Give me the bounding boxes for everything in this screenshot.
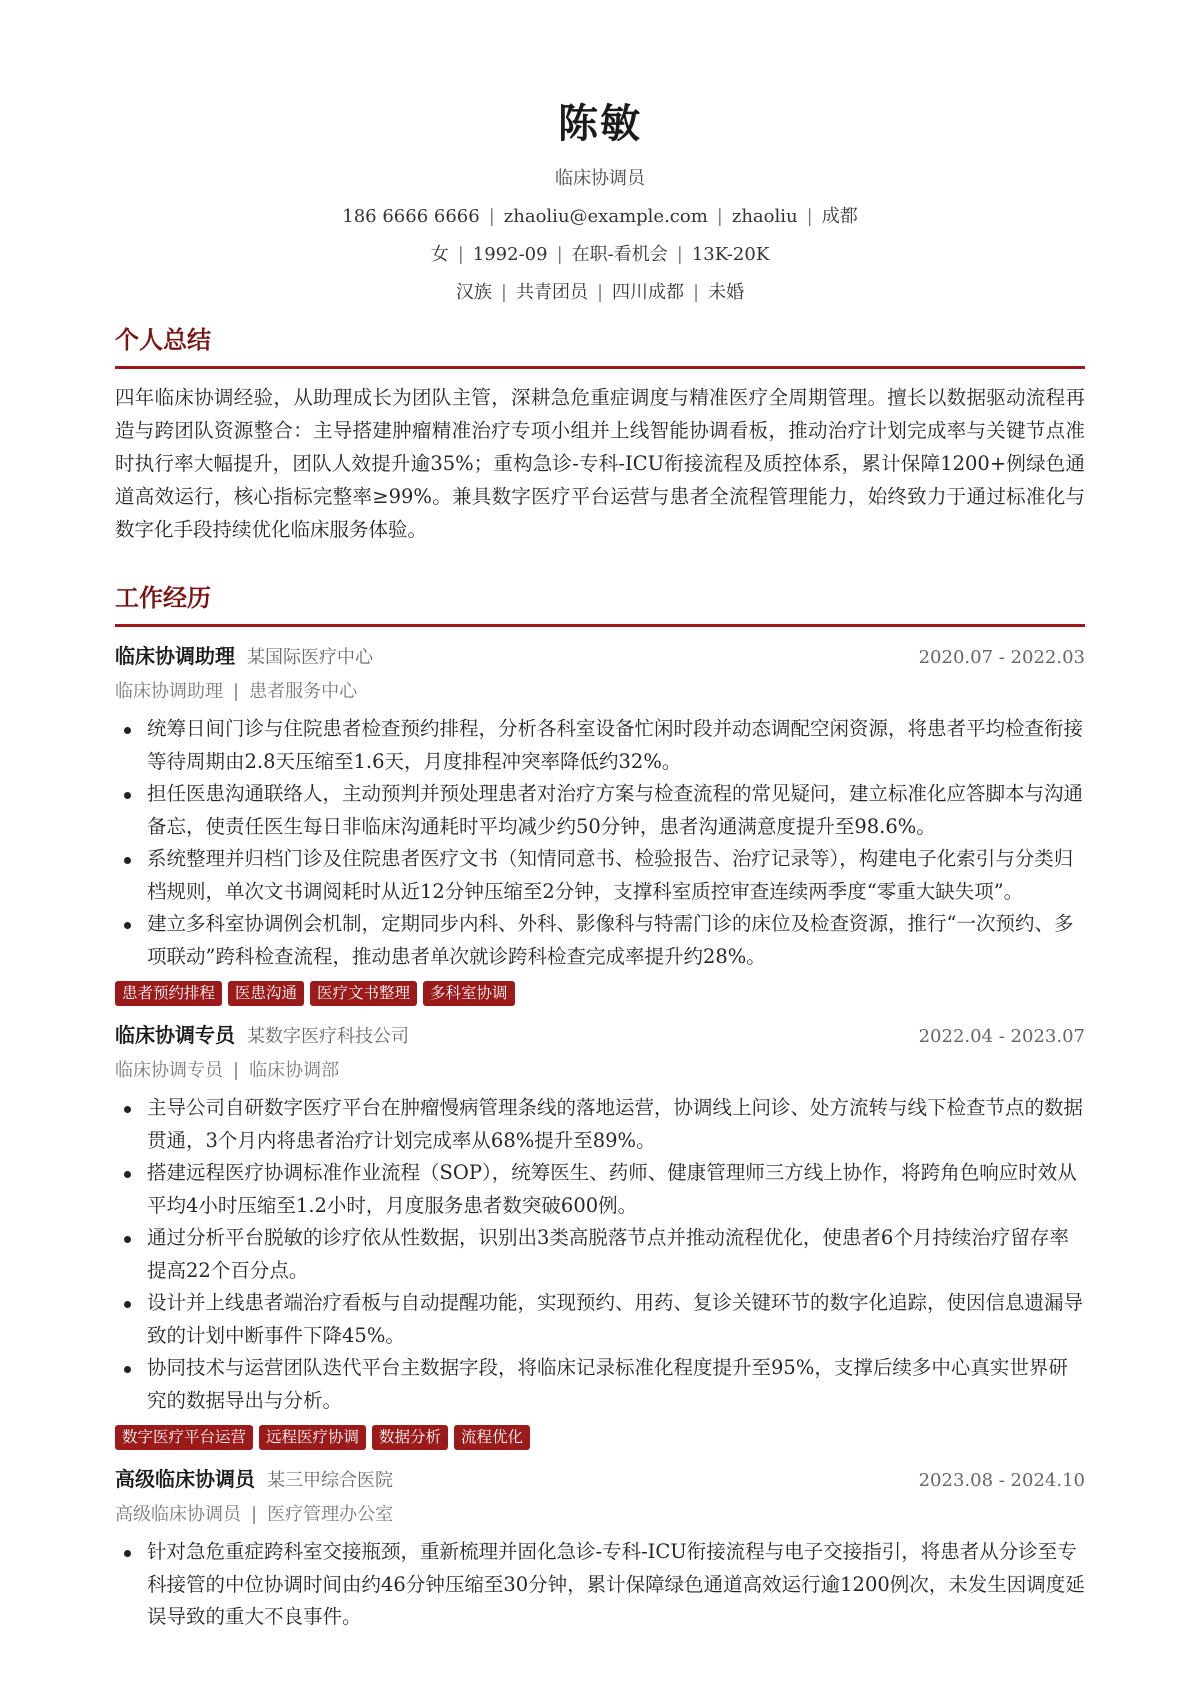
job-company: 某三甲综合医院 <box>267 1470 393 1491</box>
job-date: 2020.07 - 2022.03 <box>918 647 1085 668</box>
summary-text: 四年临床协调经验，从助理成长为团队主管，深耕急危重症调度与精准医疗全周期管理。擅长以数据驱动流程再造与跨团队资源整合：主导搭建肿瘤精准治疗专项小组并上线智能协调看板，推动治疗计划完成率与关键节点准时执行率大幅提升，团队人效提升逾35%；重构急诊-专科-ICU衔接流程及质控体系，累计保障1200+例绿色通道高效运行，核心指标完整率≥99%。兼具数字医疗平台运营与患者全流程管理能力，始终致力于通过标准化与数字化手段持续优化临床服务体验。 <box>115 386 1085 541</box>
job-role: 高级临床协调员 <box>115 1467 255 1491</box>
separator: | <box>500 282 507 303</box>
job-bullets <box>115 713 1085 973</box>
gender: 女 <box>430 244 449 265</box>
job-bullet: 系统整理并归档门诊及住院患者医疗文书（知情同意书、检验报告、治疗记录等），构建电子化索引与分类归档规则，单次文书调阅耗时从近12分钟压缩至2分钟，支撑科室质控审查连续两季度“零重大缺失项”。 <box>115 843 1085 908</box>
separator: | <box>488 206 495 227</box>
job-title-group <box>115 1464 393 1496</box>
wechat: zhaoliu <box>731 206 798 227</box>
job-bullet: 统筹日间门诊与住院患者检查预约排程，分析各科室设备忙闲时段并动态调配空闲资源，将患者平均检查衔接等待周期由2.8天压缩至1.6天，月度排程冲突率降低约32%。 <box>115 713 1085 778</box>
phone: 186 6666 6666 <box>342 206 480 227</box>
job-bullet: 通过分析平台脱敏的诊疗依从性数据，识别出3类高脱落节点并推动流程优化，使患者6个月持续治疗留存率提高22个百分点。 <box>115 1222 1085 1287</box>
job-header <box>115 1464 1085 1496</box>
job-bullets <box>115 1536 1085 1634</box>
separator: | <box>457 244 464 265</box>
job-bullet: 担任医患沟通联络人，主动预判并预处理患者对治疗方案与检查流程的常见疑问，建立标准化应答脚本与沟通备忘，使责任医生每日非临床沟通耗时平均减少约50分钟，患者沟通满意度提升至98.6%。 <box>115 778 1085 843</box>
resume-header <box>115 0 1085 306</box>
skill-tag: 医患沟通 <box>228 981 304 1006</box>
skill-tag: 数据分析 <box>372 1425 448 1450</box>
candidate-name: 陈敏 <box>558 100 642 147</box>
separator: | <box>806 206 813 227</box>
job-position: 临床协调专员 <box>115 1060 223 1081</box>
experience-heading: 工作经历 <box>115 582 1085 627</box>
candidate-title: 临床协调员 <box>555 168 645 189</box>
job-date: 2022.04 - 2023.07 <box>918 1026 1085 1047</box>
job-bullet: 建立多科室协调例会机制，定期同步内科、外科、影像科与特需门诊的床位及检查资源，推行“一次预约、多项联动”跨科检查流程，推动患者单次就诊跨科检查完成率提升约28%。 <box>115 908 1085 973</box>
basic-info-row <box>115 242 1085 268</box>
separator: | <box>596 282 604 303</box>
contact-row <box>115 204 1085 230</box>
expected-salary: 13K-20K <box>691 244 770 265</box>
separator: | <box>716 206 723 227</box>
job-bullets <box>115 1092 1085 1417</box>
marital-status: 未婚 <box>708 282 745 303</box>
job-company: 某数字医疗科技公司 <box>247 1026 409 1047</box>
job-position: 高级临床协调员 <box>115 1504 241 1525</box>
skill-tag: 多科室协调 <box>423 981 515 1006</box>
job-company: 某国际医疗中心 <box>247 647 373 668</box>
political-status: 共青团员 <box>515 282 588 303</box>
skill-tag: 流程优化 <box>454 1425 530 1450</box>
separator: | <box>693 282 700 303</box>
job-bullet: 主导公司自研数字医疗平台在肿瘤慢病管理条线的落地运营，协调线上问诊、处方流转与线下检查节点的数据贯通，3个月内将患者治疗计划完成率从68%提升至89%。 <box>115 1092 1085 1157</box>
skill-tags <box>115 981 1085 1006</box>
hometown: 四川成都 <box>612 282 685 303</box>
job-date: 2023.08 - 2024.10 <box>918 1470 1085 1491</box>
birth-date: 1992-09 <box>472 244 548 265</box>
job-role: 临床协调助理 <box>115 644 235 668</box>
separator: | <box>251 1504 258 1525</box>
job-header <box>115 641 1085 673</box>
job-bullet: 协同技术与运营团队迭代平台主数据字段，将临床记录标准化程度提升至95%，支撑后续多中心真实世界研究的数据导出与分析。 <box>115 1352 1085 1417</box>
ethnicity: 汉族 <box>455 282 492 303</box>
summary-heading: 个人总结 <box>115 324 1085 369</box>
job-bullet: 搭建远程医疗协调标准作业流程（SOP），统筹医生、药师、健康管理师三方线上协作，将跨角色响应时效从平均4小时压缩至1.2小时，月度服务患者数突破600例。 <box>115 1157 1085 1222</box>
separator: | <box>233 1060 240 1081</box>
job-bullet: 针对急危重症跨科室交接瓶颈，重新梳理并固化急诊-专科-ICU衔接流程与电子交接指引，将患者从分诊至专科接管的中位协调时间由约46分钟压缩至30分钟，累计保障绿色通道高效运行逾1200例次，未发生因调度延误导致的重大不良事件。 <box>115 1536 1085 1634</box>
job-header <box>115 1020 1085 1052</box>
job-role: 临床协调专员 <box>115 1023 235 1047</box>
experience-list <box>115 641 1085 1634</box>
skill-tag: 远程医疗协调 <box>259 1425 366 1450</box>
skill-tag: 数字医疗平台运营 <box>115 1425 253 1450</box>
job-subline <box>115 1056 1085 1086</box>
job-title-group <box>115 641 373 673</box>
job-position: 临床协调助理 <box>115 681 223 702</box>
job-subline <box>115 677 1085 707</box>
job-department: 患者服务中心 <box>249 681 358 702</box>
separator: | <box>556 244 563 265</box>
job-status: 在职-看机会 <box>571 244 668 265</box>
separator: | <box>233 681 240 702</box>
job-entry <box>115 1020 1085 1450</box>
job-entry <box>115 641 1085 1006</box>
extra-info-row <box>115 280 1085 306</box>
skill-tag: 患者预约排程 <box>115 981 222 1006</box>
job-bullet: 设计并上线患者端治疗看板与自动提醒功能，实现预约、用药、复诊关键环节的数字化追踪，使因信息遗漏导致的计划中断事件下降45%。 <box>115 1287 1085 1352</box>
job-department: 临床协调部 <box>249 1060 340 1081</box>
email: zhaoliu@example.com <box>503 206 708 227</box>
job-title-group <box>115 1020 409 1052</box>
skill-tags <box>115 1425 1085 1450</box>
skill-tag: 医疗文书整理 <box>310 981 417 1006</box>
job-subline <box>115 1500 1085 1530</box>
city: 成都 <box>821 206 858 227</box>
job-department: 医疗管理办公室 <box>267 1504 394 1525</box>
separator: | <box>676 244 683 265</box>
job-entry <box>115 1464 1085 1634</box>
